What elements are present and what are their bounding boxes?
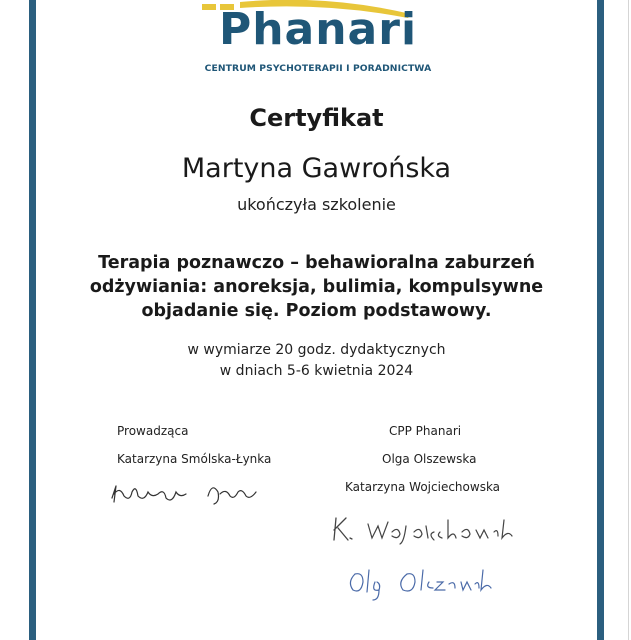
course-title xyxy=(36,251,597,323)
recipient-name: Martyna Gawrońska xyxy=(181,153,452,184)
course-line: odżywiania: anoreksja, bulimia, kompulsywne xyxy=(89,277,544,297)
course-line: Terapia poznawczo – behawioralna zaburzeń xyxy=(98,253,535,273)
course-hours: w wymiarze 20 godz. dydaktycznych xyxy=(187,342,446,358)
frame-right-border xyxy=(597,0,604,640)
signature-left-role: Prowadząca xyxy=(117,424,189,438)
certificate-title: Certyfikat xyxy=(249,104,384,132)
page-edge xyxy=(628,0,629,640)
course-dates: w dniach 5-6 kwietnia 2024 xyxy=(219,363,414,379)
signature-right-org: CPP Phanari xyxy=(389,424,462,438)
logo-wordmark: Phanari xyxy=(218,4,418,55)
completed-text: ukończyła szkolenie xyxy=(237,195,396,214)
course-line: objadanie się. Poziom podstawowy. xyxy=(141,301,492,321)
handwritten-signature-left xyxy=(108,478,268,510)
signature-left-name: Katarzyna Smólska-Łynka xyxy=(117,452,272,466)
handwritten-signature-wojciechowska xyxy=(330,512,520,546)
logo-subtitle: CENTRUM PSYCHOTERAPII I PORADNICTWA xyxy=(204,63,432,74)
phanari-logo xyxy=(196,0,440,80)
signature-right-name-1: Olga Olszewska xyxy=(382,452,477,466)
handwritten-signature-olszewska xyxy=(345,564,495,604)
signature-right-name-2: Katarzyna Wojciechowska xyxy=(345,480,501,494)
frame-left-border xyxy=(29,0,36,640)
